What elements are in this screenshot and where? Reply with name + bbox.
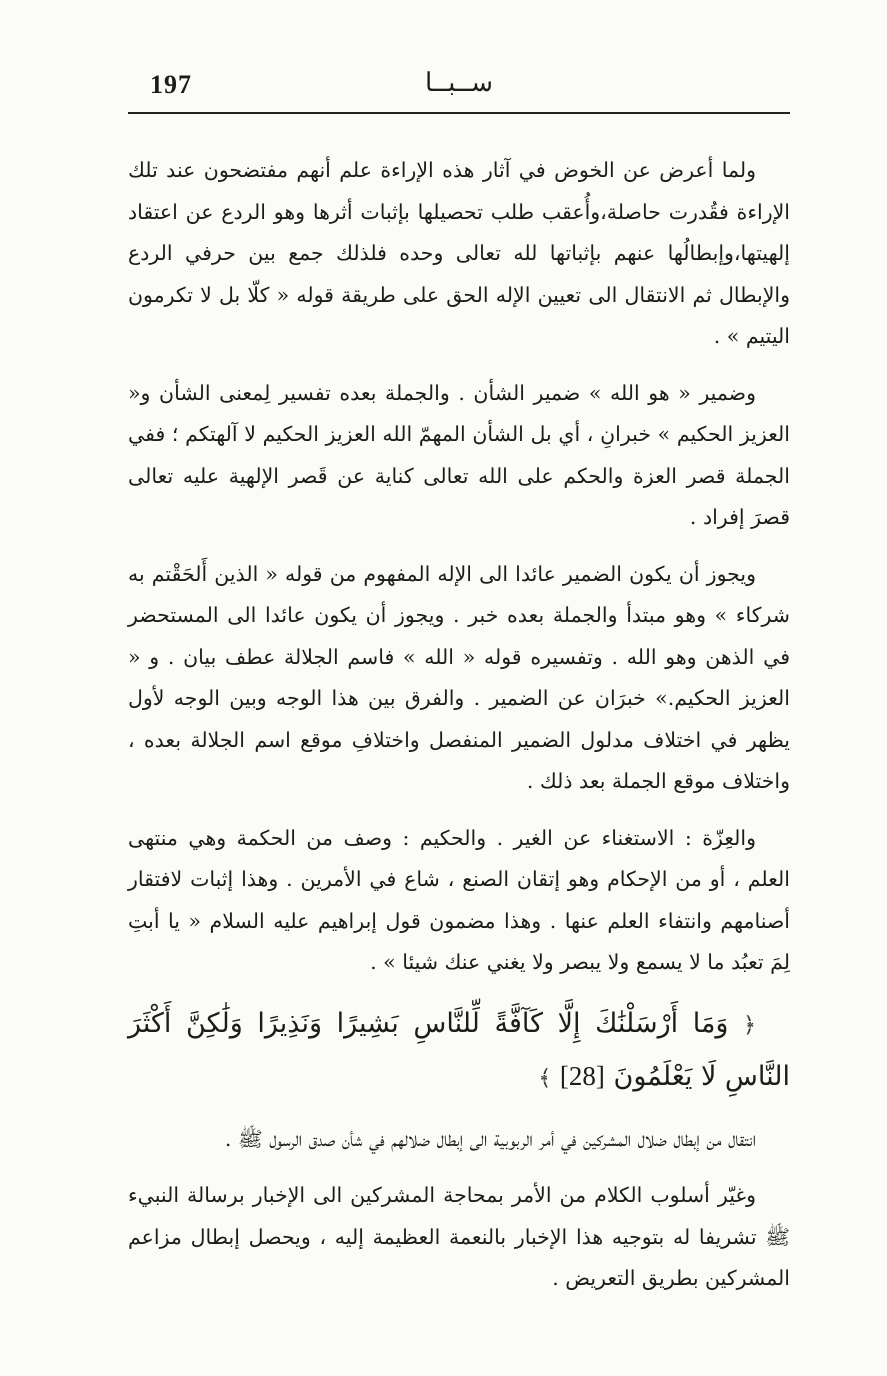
page-header bbox=[128, 62, 790, 114]
verse-text: وَمَا أَرْسَلْنَٰكَ إِلَّا كَآفَّةً لِّلنَّاسِ بَشِيرًا وَنَذِيرًا وَلَٰكِنَّ أَكْثَرَ النَّاسِ لَا يَعْلَمُونَ bbox=[128, 1007, 790, 1092]
verse-open-ornament: ﴿ bbox=[743, 1012, 756, 1038]
paragraph: وغيّر أسلوب الكلام من الأمر بمحاجة المشركين الى الإخبار برسالة النبيء ﷺ تشريفا له بتوجيه هذا الإخبار بالنعمة العظيمة إليه ، ويحصل إبطال مزاعم المشركين بطريق التعريض . bbox=[128, 1183, 790, 1290]
paragraph: انتقال من إبطال ضلال المشركين في أمر الربوبية الى إبطال ضلالهم في شأن صدق الرسول ﷺ . bbox=[224, 1126, 756, 1151]
verse-number: [28] bbox=[559, 1060, 605, 1091]
quran-verse bbox=[128, 999, 790, 1104]
page-body bbox=[128, 150, 790, 1315]
paragraph: ولما أعرض عن الخوض في آثار هذه الإراءة علم أنهم مفتضحون عند تلك الإراءة فقُدرت حاصلة،وأُعقب طلب تحصيلها بإثبات أثرها وهو الردع عن اعتقاد إلهيتها،وإبطالُها عنهم بإثباتها لله تعالى وحده فلذلك جمع بين حرفي الردع والإبطال ثم الانتقال الى تعيين الإله الحق على طريقة قوله « كلّا بل لا تكرمون اليتيم » . bbox=[128, 158, 790, 348]
paragraph: وضمير « هو الله » ضمير الشأن . والجملة بعده تفسير لِمعنى الشأن و« العزيز الحكيم » خبرانِ ، أي بل الشأن المهمّ الله العزيز الحكيم لا آلهتكم ؛ ففي الجملة قصر العزة والحكم على الله تعالى كناية عن قَصر الإلهية عليه تعالى قصرَ إفراد . bbox=[128, 380, 790, 529]
verse-close-ornament: ﴾ bbox=[538, 1065, 552, 1091]
paragraph: والعِزّة : الاستغناء عن الغير . والحكيم : وصف من الحكمة وهي منتهى العلم ، أو من الإحكام وهو إتقان الصنع ، شاع في الأمرين . وهذا إثبات لافتقار أصنامهم وانتفاء العلم عنها . وهذا مضمون قول إبراهيم عليه السلام « يا أبتِ لِمَ تعبُد ما لا يسمع ولا يبصر ولا يغني عنك شيئا » . bbox=[128, 825, 790, 974]
page-number: 197 bbox=[150, 70, 192, 99]
paragraph: ويجوز أن يكون الضمير عائدا الى الإله المفهوم من قوله « الذين أَلحَقْتم به شركاء » وهو مبتدأ والجملة بعده خبر . ويجوز أن يكون عائدا الى المستحضر في الذهن وهو الله . وتفسيره قوله « الله » فاسم الجلالة عطف بيان . و « العزيز الحكيم.» خبرَان عن الضمير . والفرق بين هذا الوجه وبين الوجه لأول يظهر في اختلاف مدلول الضمير المنفصل واختلافِ موقع اسم الجلالة بعده ، واختلاف موقع الجملة بعد ذلك . bbox=[128, 561, 790, 793]
surah-title: ســبــا bbox=[424, 68, 494, 98]
